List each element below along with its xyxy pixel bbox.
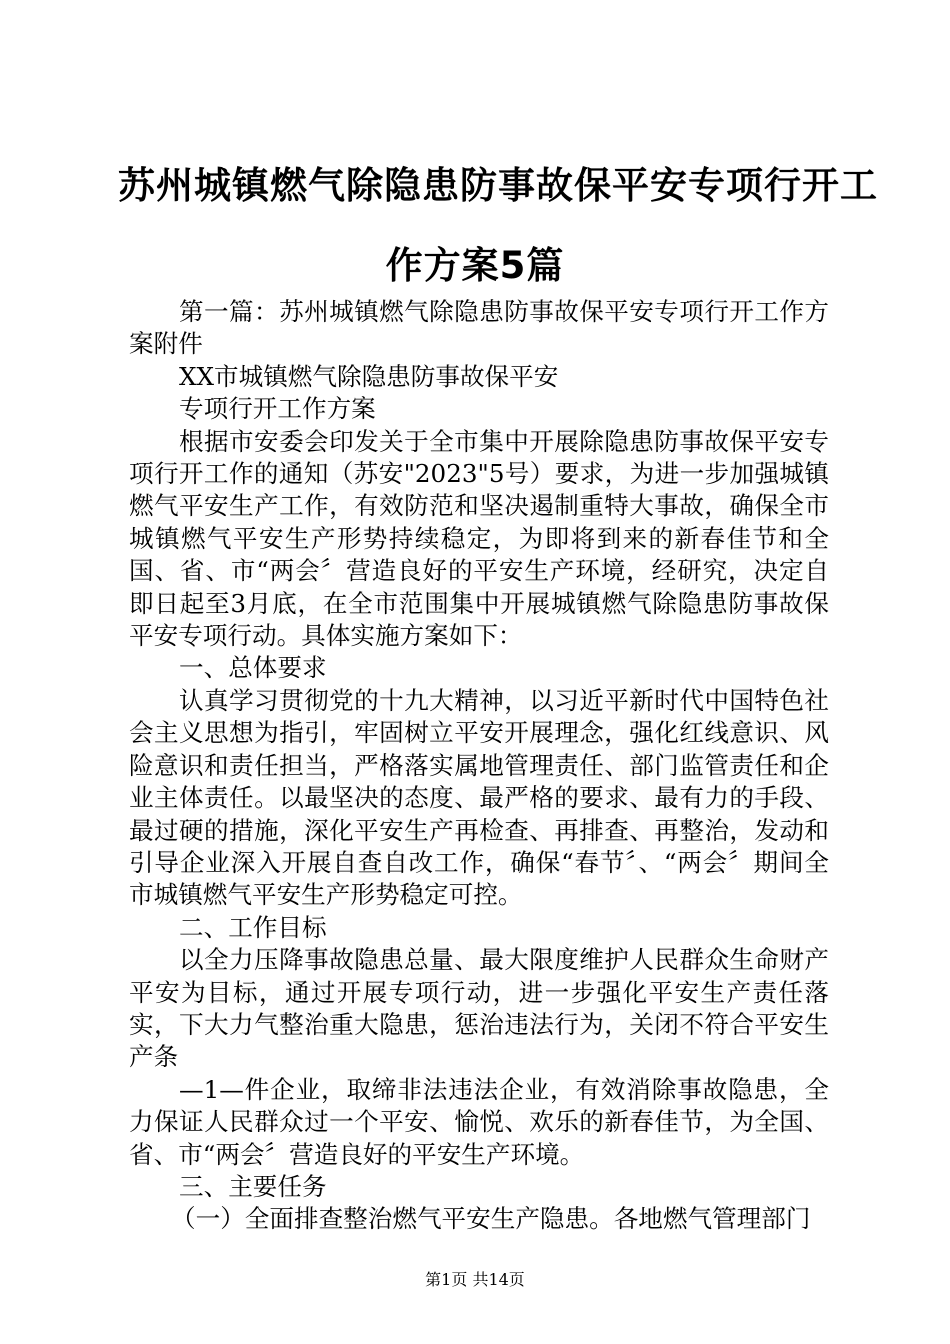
paragraph-intro: 根据市安委会印发关于全市集中开展除隐患防事故保平安专项行开工作的通知（苏安"2023"5号）要求，为进一步加强城镇燃气平安生产工作，有效防范和坚决遏制重特大事故，确保全市城镇燃气平安生产形势持续稳定，为即将到来的新春佳节和全国、省、市“两会〞营造良好的平安生产环境，经研究，决定自即日起至3月底，在全市范围集中开展城镇燃气除隐患防事故保平安专项行动。具体实施方案如下： <box>129 426 829 651</box>
document-title <box>118 146 878 306</box>
paragraph-goals-continued: —1—件企业，取缔非法违法企业，有效消除事故隐患，全力保证人民群众过一个平安、愉悦、欢乐的新春佳节，为全国、省、市“两会〞营造良好的平安生产环境。 <box>129 1074 829 1169</box>
paragraph-subtitle-2: 专项行开工作方案 <box>179 394 376 424</box>
page-footer: 第1页 共14页 <box>425 1270 525 1289</box>
title-line-1: 苏州城镇燃气除隐患防事故保平安专项行开工 <box>118 164 878 207</box>
paragraph-part-heading: 第一篇：苏州城镇燃气除隐患防事故保平安专项行开工作方案附件 <box>129 297 829 359</box>
section-heading-tasks: 三、主要任务 <box>179 1171 327 1201</box>
paragraph-task-1: （一）全面排查整治燃气平安生产隐患。各地燃气管理部门 <box>171 1204 811 1234</box>
section-heading-requirements: 一、总体要求 <box>179 653 327 683</box>
section-heading-goals: 二、工作目标 <box>179 912 327 942</box>
paragraph-goals: 以全力压降事故隐患总量、最大限度维护人民群众生命财产平安为目标，通过开展专项行动，进一步强化平安生产责任落实，下大力气整治重大隐患，惩治违法行为，关闭不符合平安生产条 <box>129 945 829 1072</box>
paragraph-requirements: 认真学习贯彻党的十九大精神，以习近平新时代中国特色社会主义思想为指引，牢固树立平安开展理念，强化红线意识、风险意识和责任担当，严格落实属地管理责任、部门监管责任和企业主体责任。以最坚决的态度、最严格的要求、最有力的手段、最过硬的措施，深化平安生产再检查、再排查、再整治，发动和引导企业深入开展自查自改工作，确保“春节〞、“两会〞期间全市城镇燃气平安生产形势稳定可控。 <box>129 685 829 910</box>
document-body <box>129 296 829 1236</box>
title-line-2: 作方案5篇 <box>385 244 565 287</box>
paragraph-subtitle-1: XX市城镇燃气除隐患防事故保平安 <box>179 361 559 391</box>
